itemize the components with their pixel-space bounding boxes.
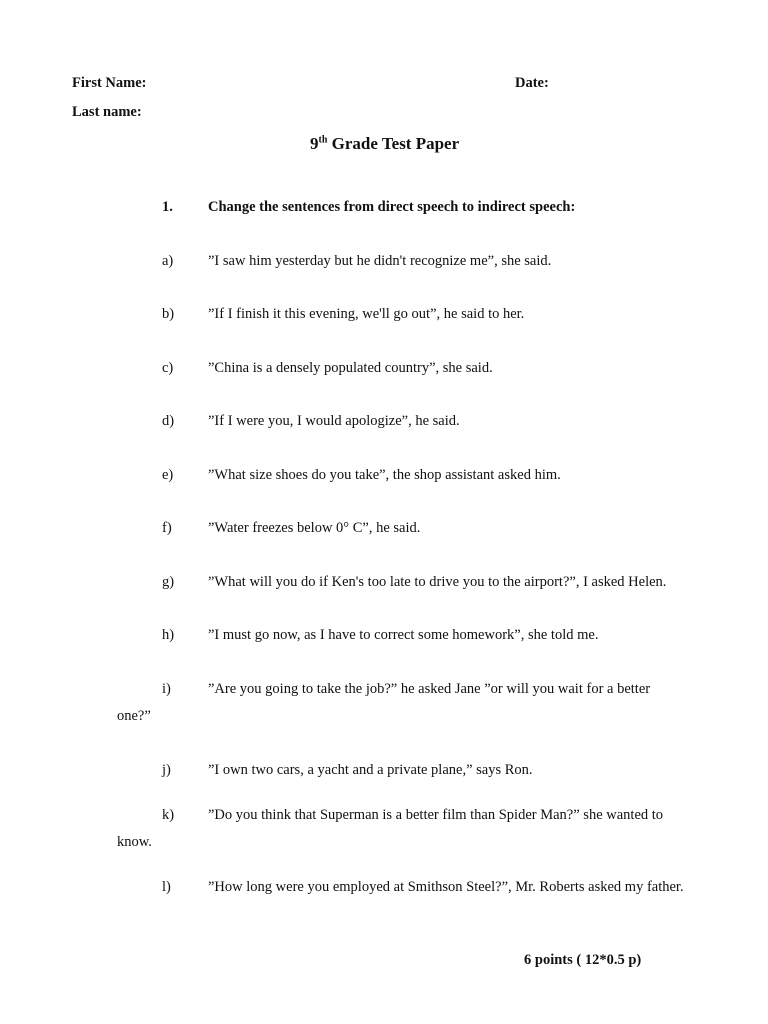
item-text-a: ”I saw him yesterday but he didn't recognize me”, she said. [208,253,552,269]
item-text-k: ”Do you think that Superman is a better film than Spider Man?” she wanted to [208,807,664,823]
item-marker-a: a) [162,253,174,269]
section-number: 1. [162,199,173,215]
item-text-c: ”China is a densely populated country”, she said. [208,360,493,376]
item-marker-k: k) [162,807,175,823]
title-superscript: th [318,134,328,146]
item-text-h: ”I must go now, as I have to correct some homework”, she told me. [208,627,599,643]
item-marker-h: h) [162,627,175,643]
item-marker-l: l) [162,879,171,895]
title-number: 9 [310,134,319,153]
item-marker-b: b) [162,306,175,322]
item-text-g: ”What will you do if Ken's too late to drive you to the airport?”, I asked Helen. [208,574,667,590]
item-marker-e: e) [162,467,174,483]
points-note: 6 points ( 12*0.5 p) [524,952,642,968]
item-marker-j: j) [162,762,171,778]
last-name-label: Last name: [72,104,142,120]
item-text-d: ”If I were you, I would apologize”, he said. [208,413,460,429]
item-continuation-i: one?” [117,708,151,724]
item-marker-g: g) [162,574,175,590]
section-instruction: Change the sentences from direct speech to indirect speech: [208,199,576,215]
item-text-j: ”I own two cars, a yacht and a private plane,” says Ron. [208,762,533,778]
item-continuation-k: know. [117,834,152,850]
date-label: Date: [515,75,549,91]
title-rest: Grade Test Paper [327,134,460,153]
item-text-b: ”If I finish it this evening, we'll go out”, he said to her. [208,306,525,322]
item-marker-d: d) [162,413,175,429]
item-marker-c: c) [162,360,174,376]
item-text-i: ”Are you going to take the job?” he asked Jane ”or will you wait for a better [208,681,651,697]
item-marker-i: i) [162,681,171,697]
item-text-l: ”How long were you employed at Smithson Steel?”, Mr. Roberts asked my father. [208,879,684,895]
page-title [310,134,459,154]
item-text-e: ”What size shoes do you take”, the shop assistant asked him. [208,467,561,483]
item-text-f: ”Water freezes below 0° C”, he said. [208,520,421,536]
item-marker-f: f) [162,520,172,536]
first-name-label: First Name: [72,75,147,91]
